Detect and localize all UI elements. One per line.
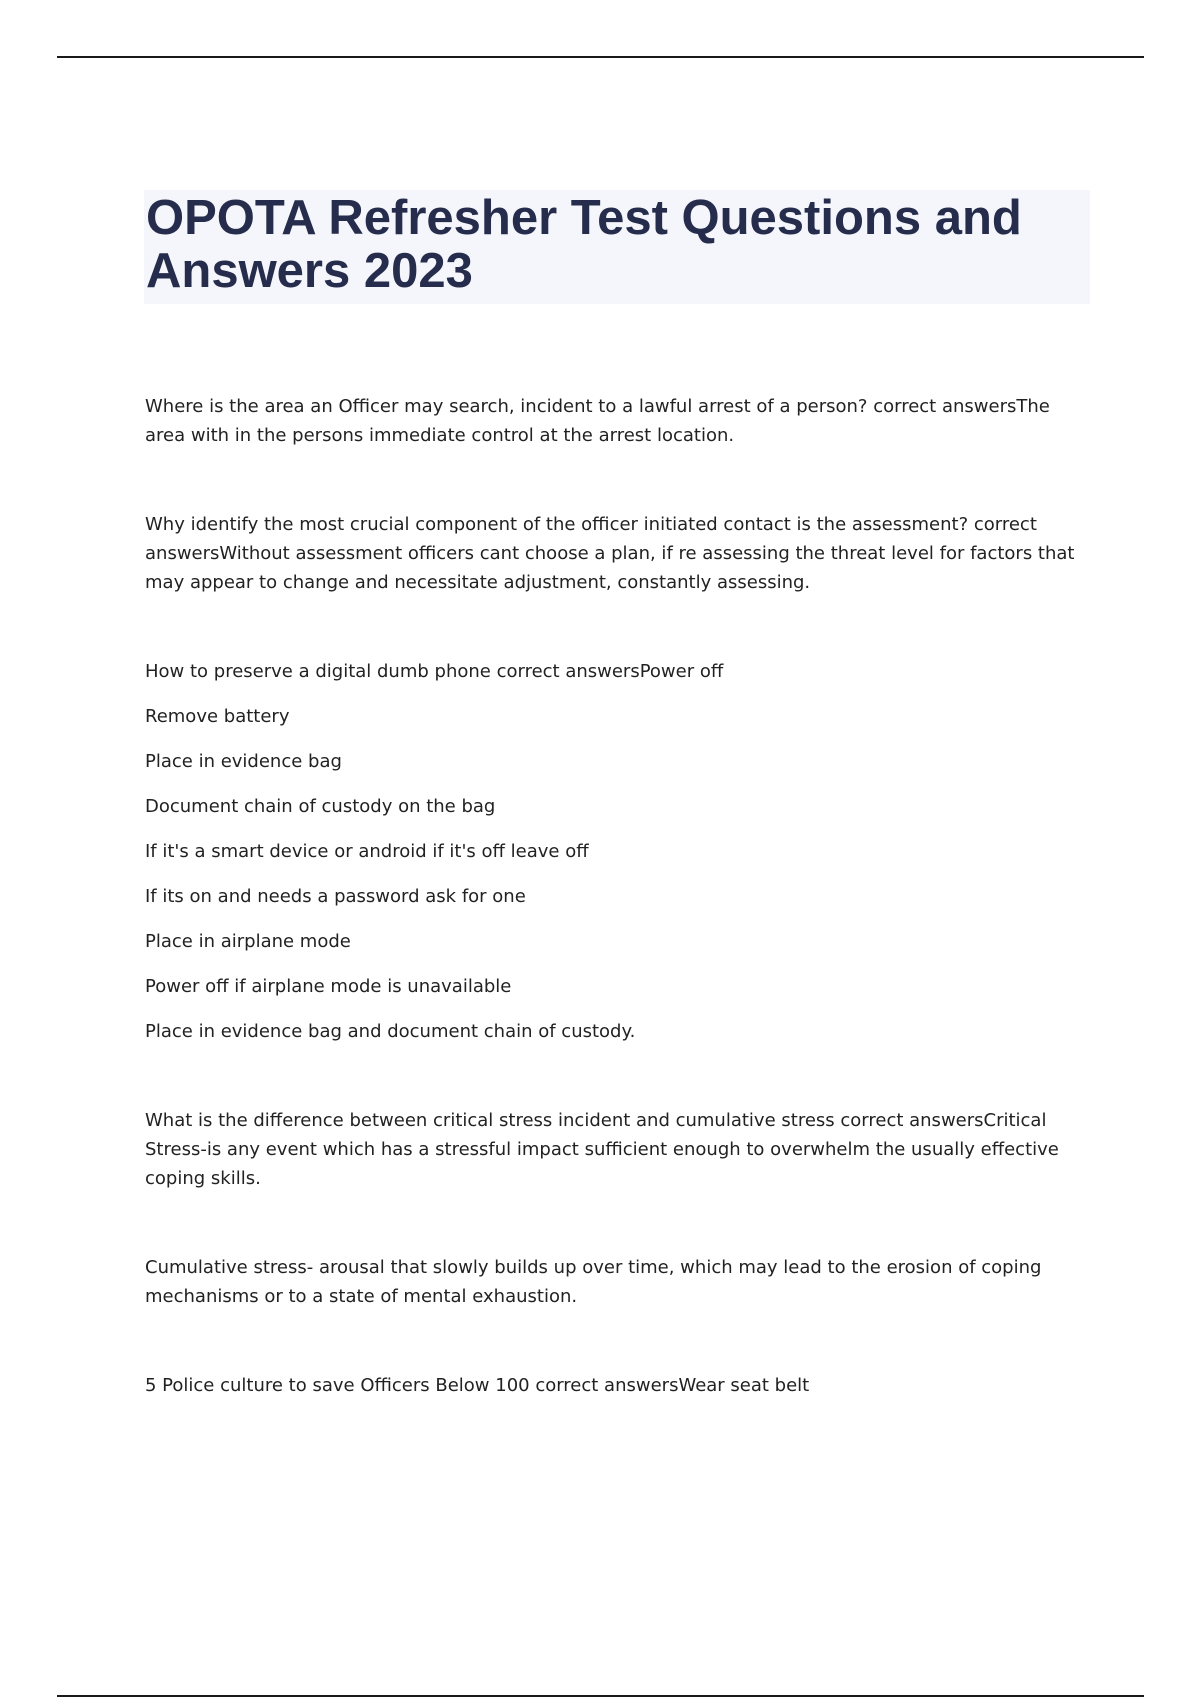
step-line: Power off if airplane mode is unavailable: [145, 976, 512, 997]
qa-item: [145, 1106, 1085, 1193]
qa-item: [145, 510, 1085, 597]
qa-text: Where is the area an Officer may search, incident to a lawful arrest of a person? correct answersThe area with in the persons immediate control at the arrest location.: [145, 396, 1050, 446]
step-line: Document chain of custody on the bag: [145, 796, 496, 817]
top-rule: [57, 56, 1144, 58]
step-line: Place in airplane mode: [145, 931, 351, 952]
qa-item: [145, 1253, 1085, 1311]
step-line: How to preserve a digital dumb phone correct answersPower off: [145, 661, 724, 682]
qa-text: 5 Police culture to save Officers Below 100 correct answersWear seat belt: [145, 1375, 810, 1396]
document-title: OPOTA Refresher Test Questions and Answers 2023: [146, 191, 1022, 298]
qa-text: What is the difference between critical stress incident and cumulative stress correct answersCritical Stress-is any event which has a stressful impact sufficient enough to overwhelm the usually effective coping skills.: [145, 1110, 1059, 1189]
qa-item: [145, 1371, 1085, 1400]
document-body: [145, 392, 1085, 1460]
step-line: If its on and needs a password ask for one: [145, 886, 526, 907]
bottom-rule: [57, 1695, 1144, 1697]
step-line: Remove battery: [145, 706, 290, 727]
phone-preservation-steps: [145, 657, 1085, 1046]
title-banner: [144, 190, 1090, 304]
step-line: If it's a smart device or android if it's off leave off: [145, 841, 589, 862]
step-line: Place in evidence bag: [145, 751, 342, 772]
step-line: Place in evidence bag and document chain of custody.: [145, 1021, 636, 1042]
qa-text: Cumulative stress- arousal that slowly builds up over time, which may lead to the erosion of coping mechanisms or to a state of mental exhaustion.: [145, 1257, 1042, 1307]
qa-text: Why identify the most crucial component of the officer initiated contact is the assessment? correct answersWithout assessment officers cant choose a plan, if re assessing the threat level for factors that may appear to change and necessitate adjustment, constantly assessing.: [145, 514, 1075, 593]
qa-item: [145, 392, 1085, 450]
